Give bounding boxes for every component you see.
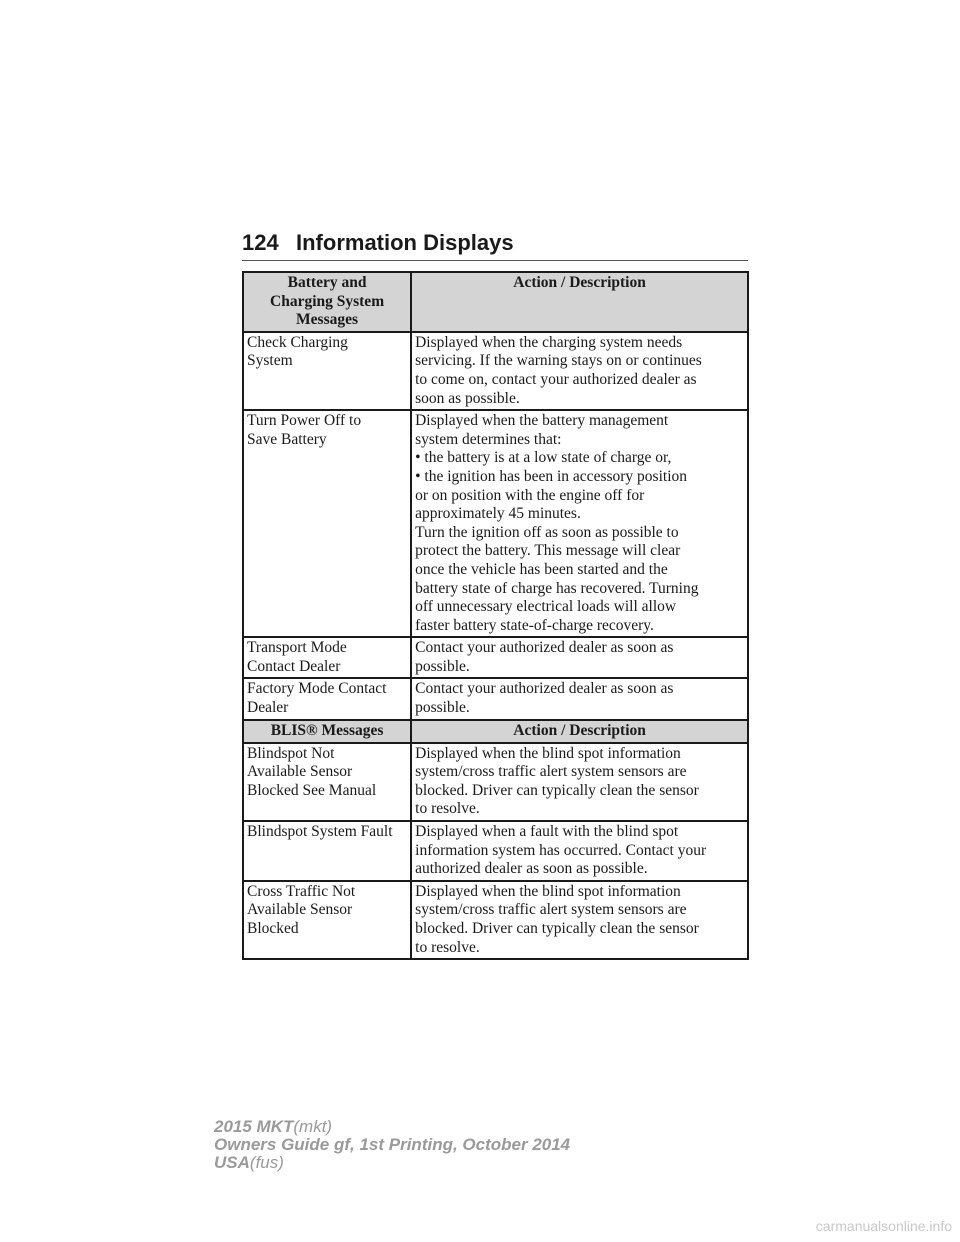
section-title: Information Displays (296, 230, 514, 255)
table-row (243, 410, 748, 637)
footer-model: 2015 MKT (214, 1117, 294, 1136)
table-row (243, 821, 748, 881)
footer-market: USA (214, 1153, 250, 1172)
message-cell: Cross Traffic Not Available Sensor Blocked (243, 881, 411, 959)
blis-messages-table (242, 719, 749, 960)
message-cell: Factory Mode Contact Dealer (243, 678, 411, 719)
description-cell: Displayed when the blind spot information system/cross traffic alert system sensors are blocked. Driver can typically clean the sensor to resolve. (411, 881, 748, 959)
page-header (242, 228, 748, 261)
column-header-messages: Battery and Charging System Messages (243, 272, 411, 332)
footer-model-code: (mkt) (293, 1117, 333, 1136)
footer-guide: Owners Guide gf, 1st Printing, October 2014 (214, 1135, 571, 1154)
description-cell: Contact your authorized dealer as soon as possible. (411, 637, 748, 678)
message-cell: Blindspot System Fault (243, 821, 411, 881)
description-cell: Displayed when the battery management system determines that: • the battery is at a low state of charge or, • the ignition has been in accessory position or on position with the engine off for approximately 45 minutes. Turn the ignition off as soon as possible to protect the battery. This message will clear once the vehicle has been started and the battery state of charge has recovered. Turning off unnecessary electrical loads will allow faster battery state-of-charge recovery. (411, 410, 748, 637)
table-row (243, 332, 748, 410)
column-header-action: Action / Description (411, 272, 748, 332)
print-footer (214, 1118, 570, 1172)
watermark: carmanualsonline.info (815, 1218, 952, 1234)
message-cell: Turn Power Off to Save Battery (243, 410, 411, 637)
page-number: 124 (242, 230, 279, 255)
table-row (243, 637, 748, 678)
message-cell: Check Charging System (243, 332, 411, 410)
column-header-action: Action / Description (411, 720, 748, 743)
battery-messages-table (242, 271, 749, 721)
message-cell: Transport Mode Contact Dealer (243, 637, 411, 678)
table-row (243, 881, 748, 959)
footer-market-code: (fus) (249, 1153, 284, 1172)
table-row (243, 743, 748, 821)
table-header-row (243, 720, 748, 743)
table-header-row (243, 272, 748, 332)
description-cell: Contact your authorized dealer as soon as possible. (411, 678, 748, 719)
table-row (243, 678, 748, 719)
description-cell: Displayed when the charging system needs servicing. If the warning stays on or continues to come on, contact your authorized dealer as soon as possible. (411, 332, 748, 410)
message-cell: Blindspot Not Available Sensor Blocked See Manual (243, 743, 411, 821)
description-cell: Displayed when the blind spot information system/cross traffic alert system sensors are blocked. Driver can typically clean the sensor to resolve. (411, 743, 748, 821)
description-cell: Displayed when a fault with the blind spot information system has occurred. Contact your authorized dealer as soon as possible. (411, 821, 748, 881)
column-header-messages: BLIS® Messages (243, 720, 411, 743)
